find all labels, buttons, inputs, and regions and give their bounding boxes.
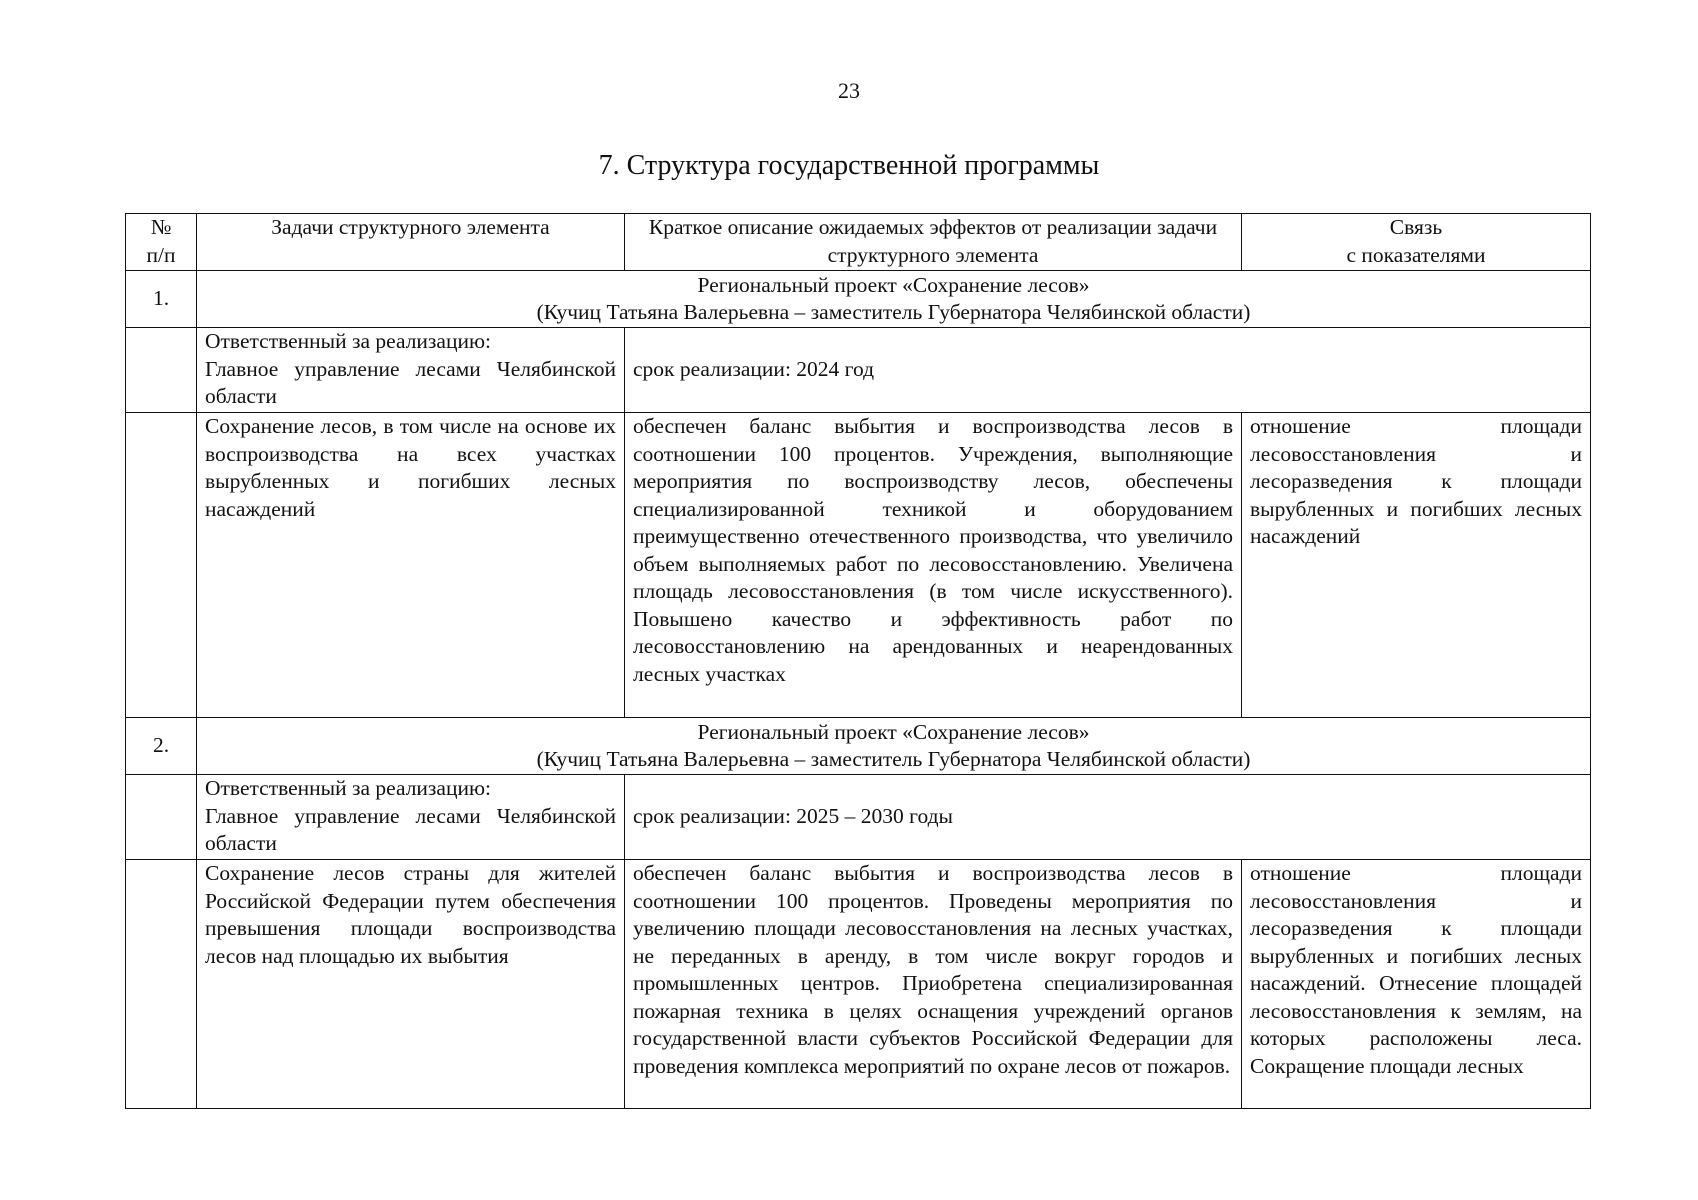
effect-cell: обеспечен баланс выбытия и воспроизводства лесов в соотношении 100 процентов. Проведены мероприятия по увеличению площади лесовосстановления на лесных участках, не переданных в аренду, в том числе вокруг городов и промышленных центров. Приобретена специализированная пожарная техника в целях оснащения учреждений органов государственной власти субъектов Российской Федерации для проведения комплекса мероприятий по охране лесов от пожаров. (625, 860, 1242, 1109)
table-row (126, 413, 1591, 718)
responsible-label: Ответственный за реализацию: (205, 329, 492, 353)
header-effect: Краткое описание ожидаемых эффектов от реализации задачи структурного элемента (625, 214, 1242, 271)
section-title: 7. Структура государственной программы (598, 150, 1100, 181)
page-number: 23 (838, 78, 860, 103)
header-task: Задачи структурного элемента (197, 214, 625, 271)
project-title: Региональный проект «Сохранение лесов» (697, 719, 1090, 744)
header-link: Связь с показателями (1242, 214, 1591, 271)
link-cell: отношение площади лесовосстановления и лесоразведения к площади вырубленных и погибших лесных насаждений. Отнесение площадей лесовосстановления к землям, на которых расположены леса. Сокращение площади лесных (1242, 860, 1591, 1109)
effect-cell: обеспечен баланс выбытия и воспроизводства лесов в соотношении 100 процентов. Учреждения, выполняющие мероприятия по воспроизводству лесов, обеспечены специализированной техникой и оборудованием преимущественно отечественного производства, что увеличило объем выполняемых работ по лесовосстановлению. Увеличена площадь лесовосстановления (в том числе искусственного). Повышено качество и эффективность работ по лесовосстановлению на арендованных и неарендованных лесных участках (625, 413, 1242, 718)
empty-cell (126, 328, 197, 413)
responsible-cell (197, 328, 625, 413)
empty-cell (126, 413, 197, 718)
header-num: № п/п (126, 214, 197, 271)
project-cell (197, 271, 1591, 328)
row-number: 2. (126, 718, 197, 775)
responsible-cell (197, 775, 625, 860)
responsible-label: Ответственный за реализацию: (205, 776, 492, 800)
responsible-org: Главное управление лесами Челябинской области (205, 803, 616, 855)
table-row (126, 718, 1591, 775)
project-cell (197, 718, 1591, 775)
task-cell: Сохранение лесов страны для жителей Российской Федерации путем обеспечения превышения площади воспроизводства лесов над площадью их выбытия (197, 860, 625, 1109)
link-cell: отношение площади лесовосстановления и лесоразведения к площади вырубленных и погибших лесных насаждений (1242, 413, 1591, 718)
row-number: 1. (126, 271, 197, 328)
responsible-org: Главное управление лесами Челябинской области (205, 356, 616, 408)
task-cell: Сохранение лесов, в том числе на основе их воспроизводства на всех участках вырубленных и погибших лесных насаждений (197, 413, 625, 718)
table-row (126, 860, 1591, 1109)
project-curator: (Кучиц Татьяна Валерьевна – заместитель Губернатора Челябинской области) (536, 300, 1251, 324)
table-row (126, 328, 1591, 413)
empty-cell (126, 860, 197, 1109)
project-title: Региональный проект «Сохранение лесов» (697, 272, 1090, 297)
project-curator: (Кучиц Татьяна Валерьевна – заместитель Губернатора Челябинской области) (536, 747, 1251, 771)
table-header-row (126, 214, 1591, 271)
table-row (126, 271, 1591, 328)
term-cell: срок реализации: 2025 – 2030 годы (625, 775, 1591, 860)
table-row (126, 775, 1591, 860)
program-structure-table (125, 213, 1591, 1109)
empty-cell (126, 775, 197, 860)
term-cell: срок реализации: 2024 год (625, 328, 1591, 413)
